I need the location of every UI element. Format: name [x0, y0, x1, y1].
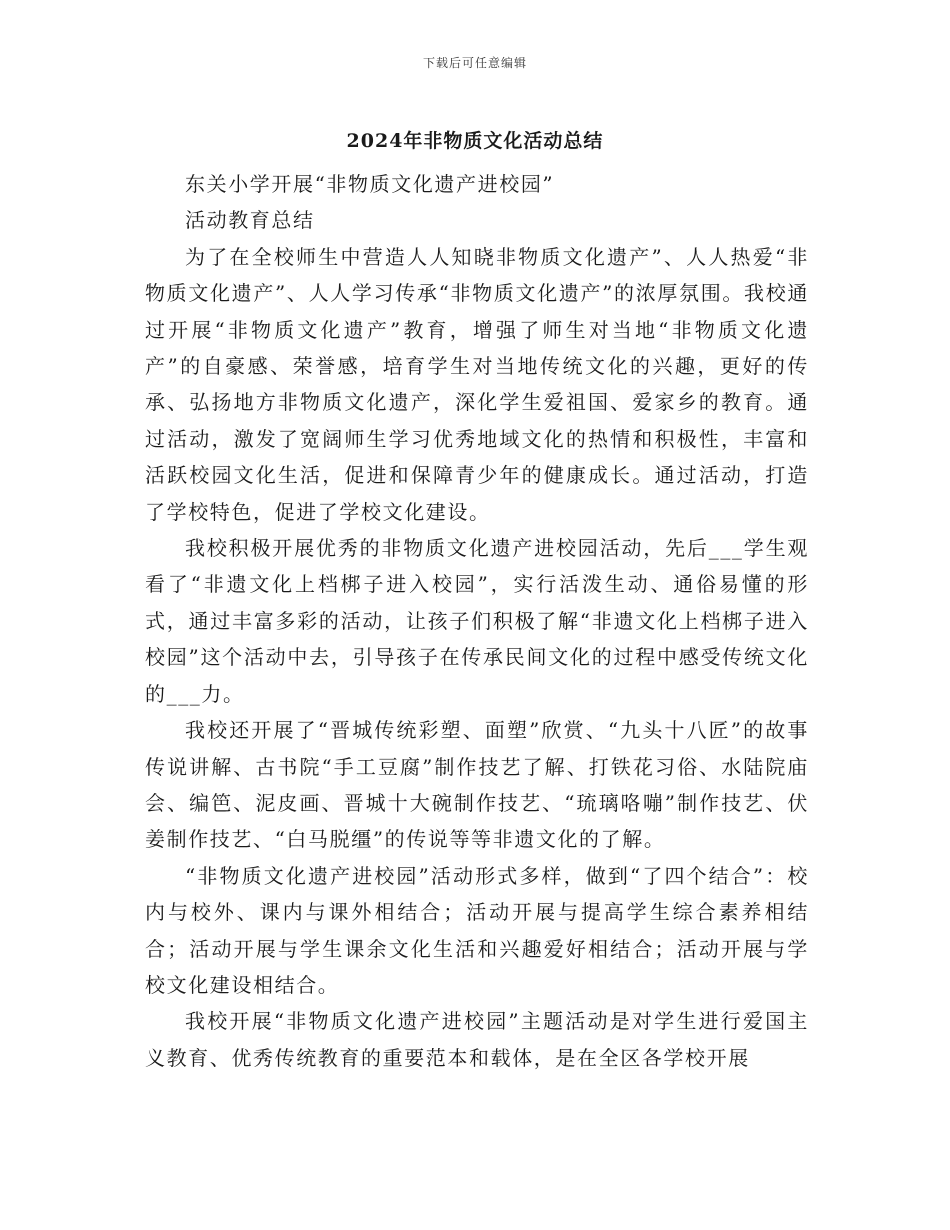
- document-title: 2024年非物质文化活动总结: [346, 130, 604, 152]
- paragraph-four-combinations: “非物质文化遗产进校园”活动形式多样，做到“了四个结合”：校内与校外、课内与课外相结合；活动开展与提高学生综合素养相结合；活动开展与学生课余文化生活和兴趣爱好相结合；活动开展与学校文化建设相结合。: [145, 863, 809, 997]
- subtitle-line-1: 东关小学开展“非物质文化遗产进校园”: [185, 172, 555, 196]
- paragraph-activities: 我校积极开展优秀的非物质文化遗产进校园活动，先后___学生观看了“非遗文化上档梆子进入校园”，实行活泼生动、通俗易懂的形式，通过丰富多彩的活动，让孩子们积极了解“非遗文化上档梆子进入校园”这个活动中去，引导孩子在传承民间文化的过程中感受传统文化的___力。: [145, 536, 809, 706]
- paragraph-conclusion: 我校开展“非物质文化遗产进校园”主题活动是对学生进行爱国主义教育、优秀传统教育的重要范本和载体，是在全区各学校开展: [145, 1009, 809, 1070]
- document-body: [145, 166, 809, 1076]
- header-note: 下载后可任意编辑: [422, 56, 527, 70]
- paragraph-intro: 为了在全校师生中营造人人知晓非物质文化遗产”、人人热爱“非物质文化遗产”、人人学习传承“非物质文化遗产”的浓厚氛围。我校通过开展“非物质文化遗产”教育，增强了师生对当地“非物质文化遗产”的自豪感、荣誉感，培育学生对当地传统文化的兴趣，更好的传承、弘扬地方非物质文化遗产，深化学生爱祖国、爱家乡的教育。通过活动，激发了宽阔师生学习优秀地域文化的热情和积极性，丰富和活跃校园文化生活，促进和保障青少年的健康成长。通过活动，打造了学校特色，促进了学校文化建设。: [145, 244, 809, 524]
- subtitle-line-2: 活动教育总结: [185, 208, 315, 233]
- paragraph-heritage-list: 我校还开展了“晋城传统彩塑、面塑”欣赏、“九头十八匠”的故事传说讲解、古书院“手工豆腐”制作技艺了解、打铁花习俗、水陆院庙会、编笆、泥皮画、晋城十大碗制作技艺、“琉璃咯嘣”制作技艺、伏姜制作技艺、“白马脱缰”的传说等等非遗文化的了解。: [145, 718, 809, 852]
